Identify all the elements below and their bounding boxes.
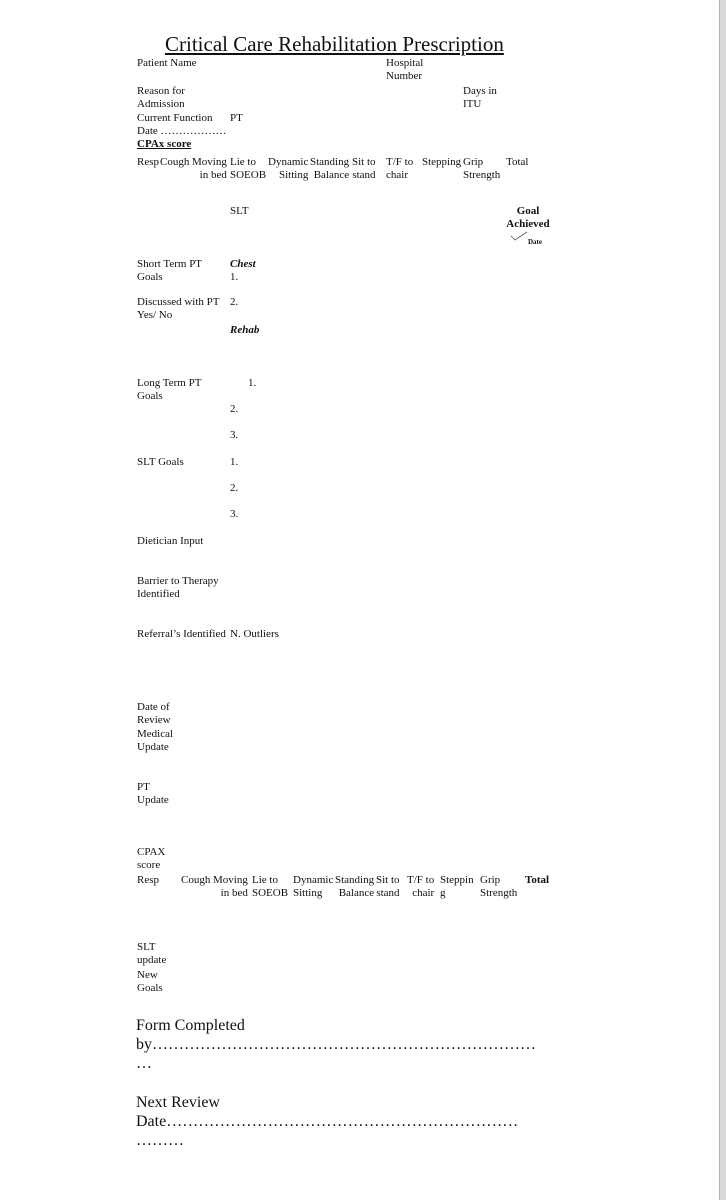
cpax-col-sit-to-stand: Sit to stand: [352, 156, 376, 181]
tick-icon: [510, 231, 528, 242]
cpax-col-stepping: Stepping: [422, 156, 462, 168]
cpax2-col-moving-in-bed: Moving in bed: [213, 874, 248, 899]
goal-date-label: Date: [528, 238, 542, 246]
cpax-col-dynamic-sitting: Dynamic Sitting: [268, 156, 309, 181]
cpax2-col-lie-to-soeob: Lie to SOEOB: [252, 874, 289, 899]
short-term-item-1: 1.: [230, 271, 239, 283]
cpax-col-tf-to-chair: T/F to chair: [386, 156, 414, 181]
medical-update-label: Medical Update: [137, 728, 174, 753]
cpax-col-total: Total: [506, 156, 529, 168]
cpax-col-cough: Cough: [160, 156, 190, 168]
pt-label: PT: [230, 112, 243, 124]
cpax2-col-grip-strength: Grip Strength: [480, 874, 518, 899]
short-term-item-2: 2.: [230, 296, 239, 308]
cpax-col-resp: Resp: [137, 156, 159, 168]
slt-goals-label: SLT Goals: [137, 456, 184, 468]
slt-goal-item-2: 2.: [230, 482, 239, 494]
n-outliers-label: N. Outliers: [230, 628, 279, 640]
cpax2-col-stepping: Steppin g: [440, 874, 474, 899]
cpax2-col-total: Total: [525, 874, 550, 886]
barrier-to-therapy-label: Barrier to Therapy Identified: [137, 575, 219, 600]
long-term-pt-goals-label: Long Term PT Goals: [137, 377, 202, 402]
cpax2-col-cough: Cough: [181, 874, 211, 886]
cpax-score-heading: CPAx score: [137, 138, 192, 150]
referrals-identified-label: Referral’s Identified: [137, 628, 226, 640]
date-of-review-label: Date of Review: [137, 701, 171, 726]
days-in-itu-label: Days in ITU: [463, 85, 497, 110]
cpax2-col-resp: Resp: [137, 874, 159, 886]
form-title: Critical Care Rehabilitation Prescription: [165, 32, 504, 56]
cpax2-col-dynamic-sitting: Dynamic Sitting: [293, 874, 334, 899]
cpax-col-moving-in-bed: Moving in bed: [192, 156, 227, 181]
long-term-item-1: 1.: [248, 377, 257, 389]
form-completed-by-field: Form Completed by……………………………………………………………… …: [136, 1017, 536, 1072]
cpax2-col-tf-to-chair: T/F to chair: [407, 874, 435, 899]
long-term-item-3: 3.: [230, 429, 239, 441]
chest-heading: Chest: [230, 258, 256, 270]
goal-achieved-heading: Goal Achieved: [506, 205, 550, 230]
rehab-heading: Rehab: [230, 324, 260, 336]
slt-goal-item-1: 1.: [230, 456, 239, 468]
cpax-col-standing-balance: Standing Balance: [310, 156, 350, 181]
discussed-with-pt-label: Discussed with PT Yes/ No: [137, 296, 220, 321]
cpax2-col-sit-to-stand: Sit to stand: [376, 874, 400, 899]
next-review-date-field: Next Review Date………………………………………………………… ………: [136, 1094, 519, 1149]
slt-goal-item-3: 3.: [230, 508, 239, 520]
current-function-label: Current Function Date ………………: [137, 112, 227, 137]
hospital-number-label: Hospital Number: [386, 57, 424, 82]
reason-for-admission-label: Reason for Admission: [137, 85, 185, 110]
slt-label: SLT: [230, 205, 249, 217]
cpax-score-review-label: CPAX score: [137, 846, 166, 871]
long-term-item-2: 2.: [230, 403, 239, 415]
cpax-col-lie-to-soeob: Lie to SOEOB: [230, 156, 267, 181]
patient-name-label: Patient Name: [137, 57, 197, 69]
cpax-col-grip-strength: Grip Strength: [463, 156, 501, 181]
slt-update-label: SLT update: [137, 941, 167, 966]
cpax2-col-standing-balance: Standing Balance: [335, 874, 375, 899]
pt-update-label: PT Update: [137, 781, 169, 806]
dietician-input-label: Dietician Input: [137, 535, 204, 547]
new-goals-label: New Goals: [137, 969, 163, 994]
page-edge: [719, 0, 726, 1200]
short-term-pt-goals-label: Short Term PT Goals: [137, 258, 203, 283]
